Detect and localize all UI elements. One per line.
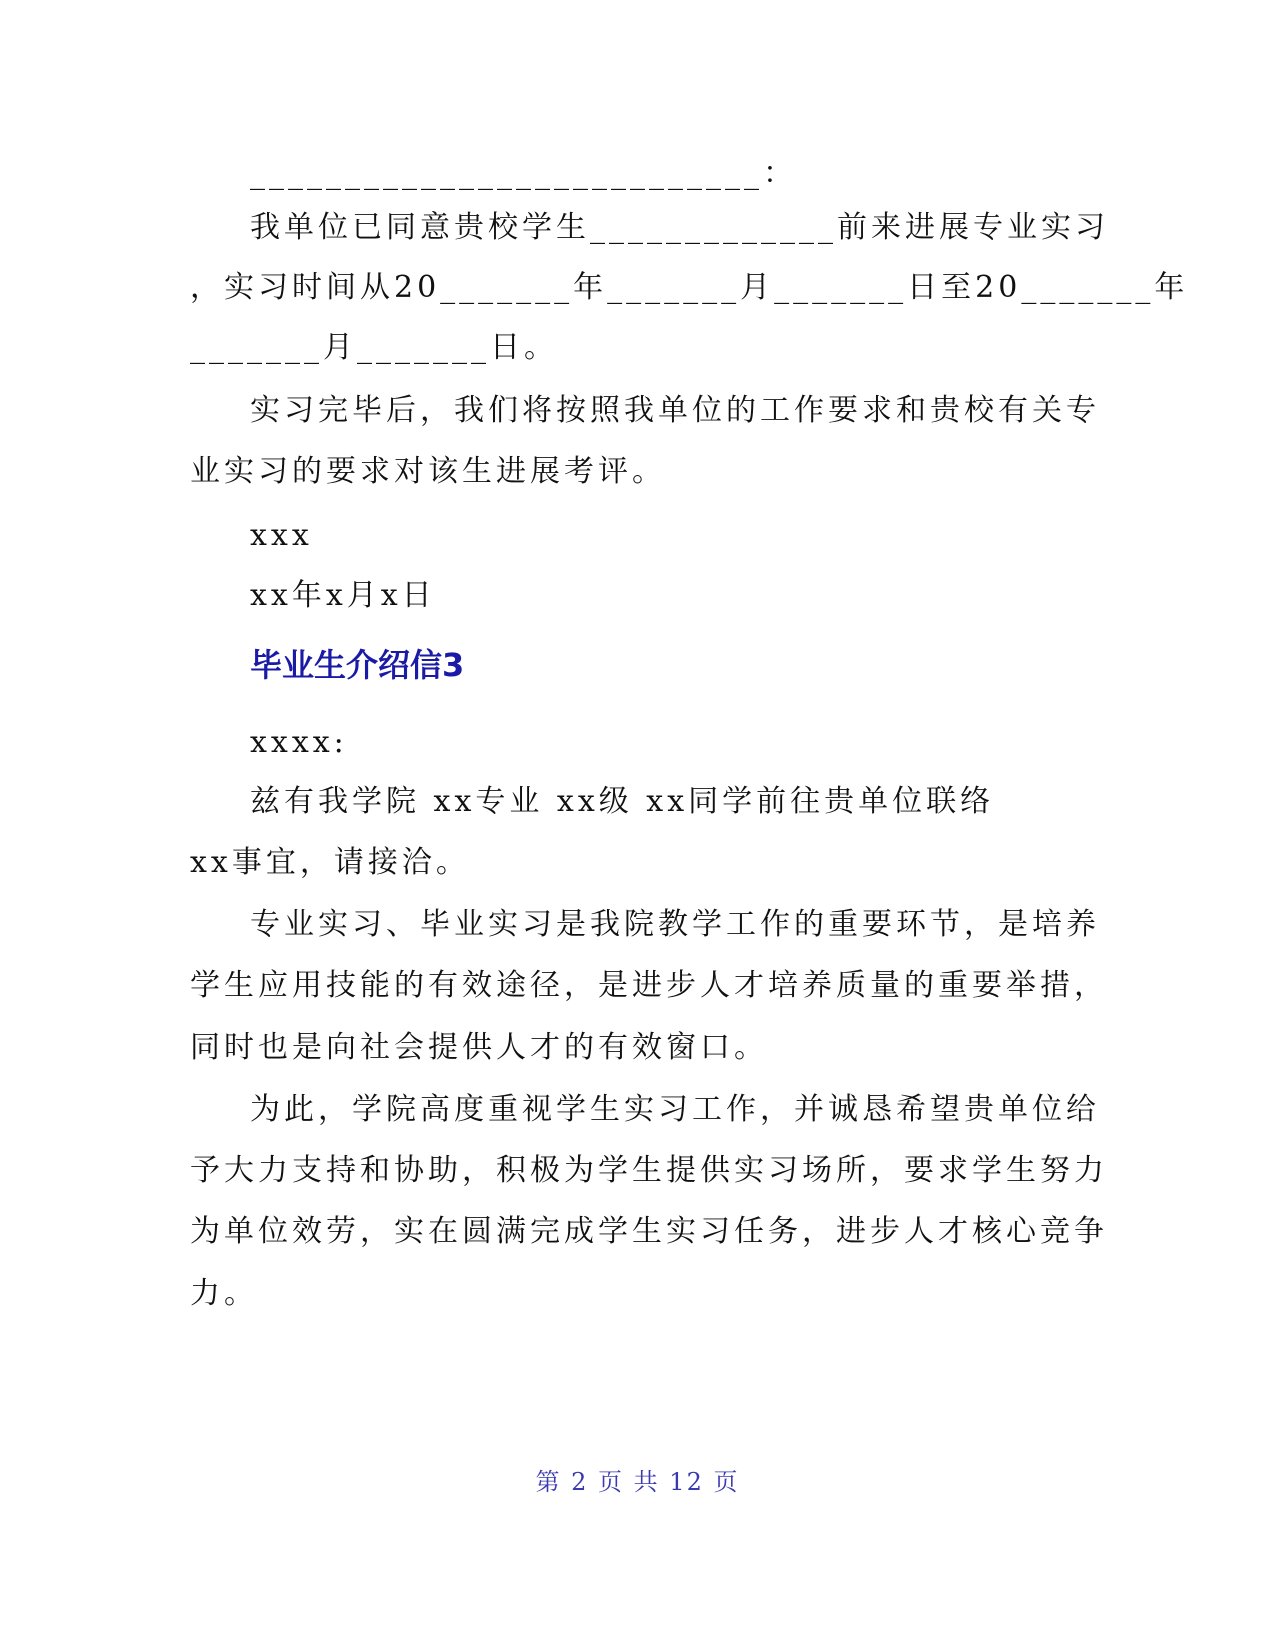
letter-date: xx年x月x日 bbox=[250, 578, 436, 613]
paragraph-line: 为此，学院高度重视学生实习工作，并诚恳希望贵单位给 bbox=[250, 1092, 1100, 1127]
paragraph-line: 业实习的要求对该生进展考评。 bbox=[190, 454, 666, 489]
paragraph-line: 同时也是向社会提供人才的有效窗口。 bbox=[190, 1030, 768, 1065]
paragraph-line: _______月_______日。 bbox=[190, 330, 558, 365]
paragraph-line: 兹有我学院 xx专业 xx级 xx同学前往贵单位联络 bbox=[250, 784, 995, 819]
paragraph-line: 为单位效劳，实在圆满完成学生实习任务，进步人才核心竞争 bbox=[190, 1214, 1108, 1249]
paragraph-line: 予大力支持和协助，积极为学生提供实习场所，要求学生努力 bbox=[190, 1153, 1108, 1188]
paragraph-line: 实习完毕后，我们将按照我单位的工作要求和贵校有关专 bbox=[250, 393, 1100, 428]
salutation-line: ___________________________： bbox=[250, 156, 797, 191]
page-number: 第 2 页 共 12 页 bbox=[535, 1468, 740, 1496]
paragraph-line: 力。 bbox=[190, 1276, 258, 1311]
section-heading: 毕业生介绍信3 bbox=[250, 646, 465, 684]
paragraph-line: 专业实习、毕业实习是我院教学工作的重要环节，是培养 bbox=[250, 907, 1100, 942]
paragraph-line: xx事宜，请接洽。 bbox=[190, 845, 470, 880]
signer: xxx bbox=[250, 518, 313, 553]
salutation-line: xxxx: bbox=[250, 725, 348, 760]
paragraph-line: 我单位已同意贵校学生_____________前来进展专业实习 bbox=[250, 210, 1109, 245]
paragraph-line: ，实习时间从20_______年_______月_______日至20_______年 bbox=[190, 270, 1189, 305]
paragraph-line: 学生应用技能的有效途径，是进步人才培养质量的重要举措， bbox=[190, 968, 1108, 1003]
